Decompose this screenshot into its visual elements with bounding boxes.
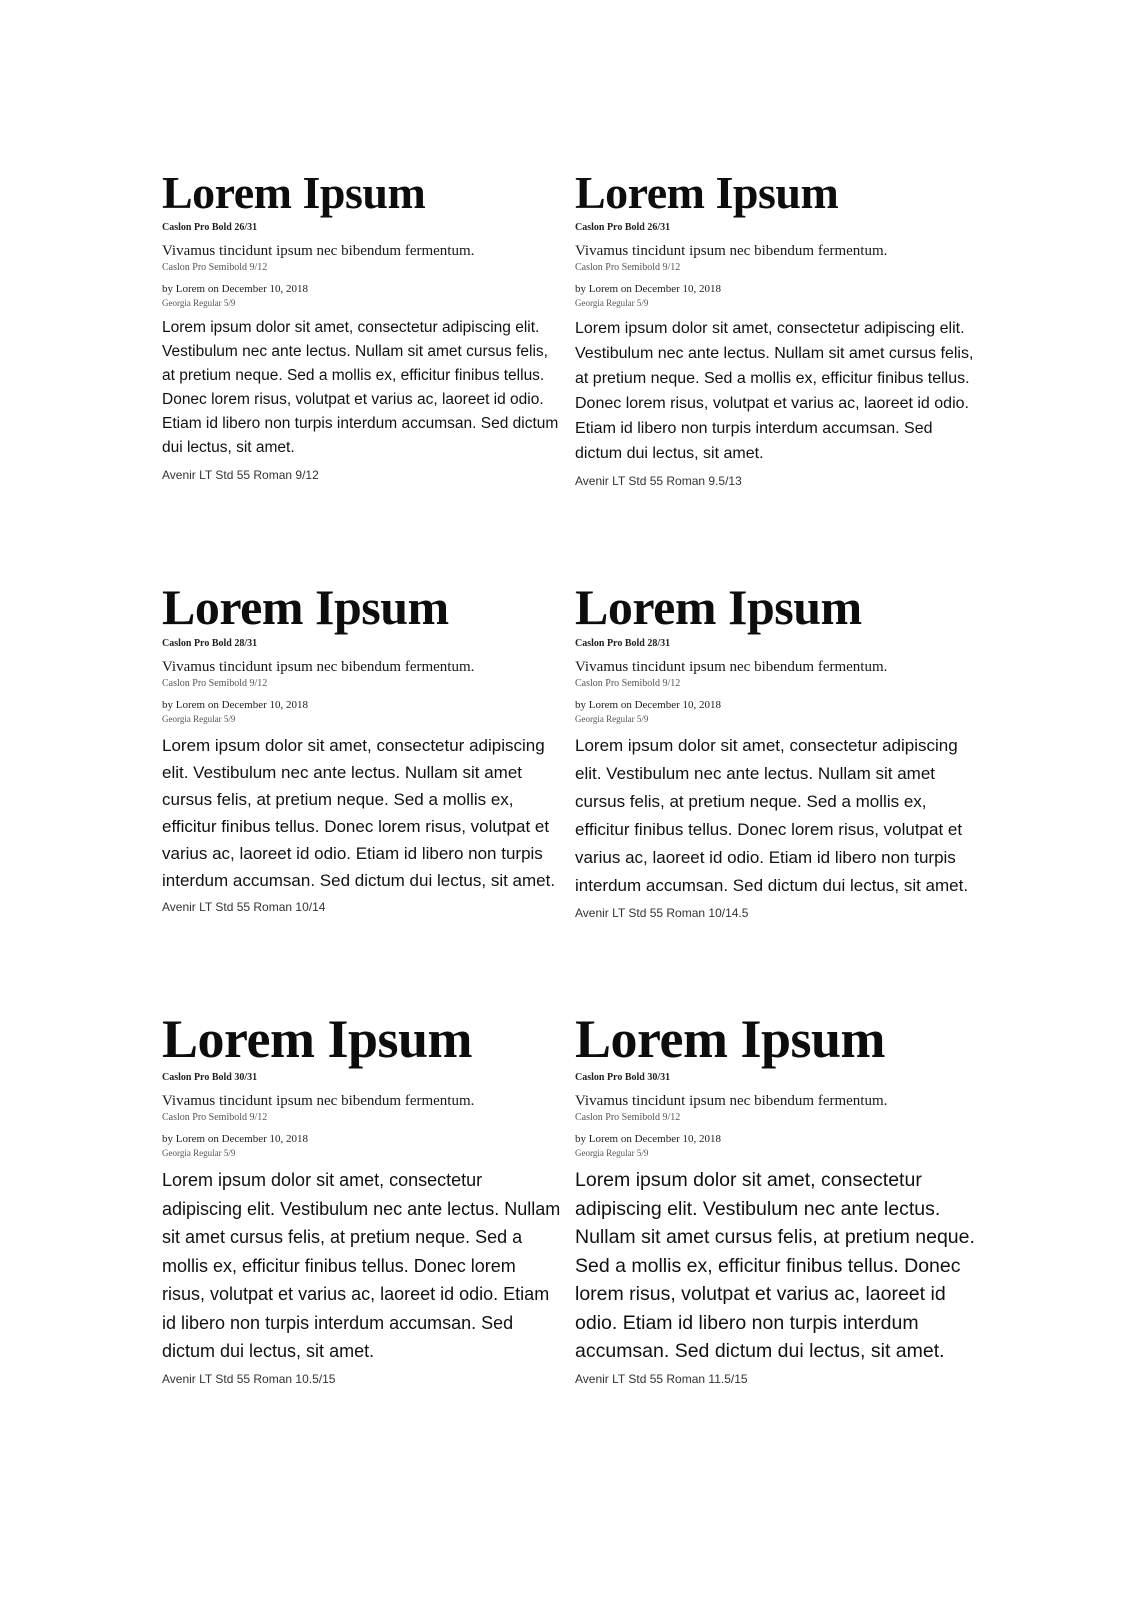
byline-font-spec: Georgia Regular 5/9 xyxy=(162,1148,236,1158)
subtitle-font-spec: Caslon Pro Semibold 9/12 xyxy=(575,262,681,273)
byline-font-spec: Georgia Regular 5/9 xyxy=(575,298,649,308)
byline: by Lorem on December 10, 2018 xyxy=(575,283,722,295)
specimen-subtitle: Vivamus tincidunt ipsum nec bibendum fermentum. xyxy=(575,659,888,675)
subtitle-font-spec: Caslon Pro Semibold 9/12 xyxy=(162,1112,268,1123)
body-text: Lorem ipsum dolor sit amet, consectetur adipiscing elit. Vestibulum nec ante lectus. Nullam sit amet cursus felis, at pretium neque. Sed a mollis ex, efficitur finibus tellus. Donec lorem risus, volutpat et varius ac, laoreet id odio. Etiam id libero non turpis interdum accumsan. Sed dictum dui lectus, sit amet. xyxy=(162,319,559,456)
body-text: Lorem ipsum dolor sit amet, consectetur adipiscing elit. Vestibulum nec ante lectus. Nullam sit amet cursus felis, at pretium neque. Sed a mollis ex, efficitur finibus tellus. Donec lorem risus, volutpat et varius ac, laoreet id odio. Etiam id libero non turpis interdum accumsan. Sed dictum dui lectus, sit amet. xyxy=(575,320,974,462)
specimen-subtitle: Vivamus tincidunt ipsum nec bibendum fermentum. xyxy=(575,243,888,259)
subtitle-font-spec: Caslon Pro Semibold 9/12 xyxy=(162,678,268,689)
specimen-2 xyxy=(575,167,975,488)
title-font-spec: Caslon Pro Bold 30/31 xyxy=(575,1072,671,1083)
specimen-3 xyxy=(162,579,562,914)
byline-font-spec: Georgia Regular 5/9 xyxy=(162,298,236,308)
byline: by Lorem on December 10, 2018 xyxy=(162,1133,309,1145)
body-text: Lorem ipsum dolor sit amet, consectetur adipiscing elit. Vestibulum nec ante lectus. Nullam sit amet cursus felis, at pretium neque. Sed a mollis ex, efficitur finibus tellus. Donec lorem risus, volutpat et varius ac, laoreet id odio. Etiam id libero non turpis interdum accumsan. Sed dictum dui lectus, sit amet. xyxy=(575,736,969,895)
specimen-6 xyxy=(575,1009,975,1386)
specimen-title: Lorem Ipsum xyxy=(575,1009,886,1069)
body-font-spec: Avenir LT Std 55 Roman 11.5/15 xyxy=(575,1371,748,1386)
body-font-spec: Avenir LT Std 55 Roman 10/14.5 xyxy=(575,906,749,920)
specimen-subtitle: Vivamus tincidunt ipsum nec bibendum fermentum. xyxy=(162,1093,475,1109)
body-text: Lorem ipsum dolor sit amet, consectetur adipiscing elit. Vestibulum nec ante lectus. Nullam sit amet cursus felis, at pretium neque. Sed a mollis ex, efficitur finibus tellus. Donec lorem risus, volutpat et varius ac, laoreet id odio. Etiam id libero non turpis interdum accumsan. Sed dictum dui lectus, sit amet. xyxy=(162,1170,561,1361)
body-font-spec: Avenir LT Std 55 Roman 10/14 xyxy=(162,900,326,914)
title-font-spec: Caslon Pro Bold 28/31 xyxy=(575,638,671,649)
byline-font-spec: Georgia Regular 5/9 xyxy=(575,1148,649,1158)
body-text: Lorem ipsum dolor sit amet, consectetur adipiscing elit. Vestibulum nec ante lectus. Nullam sit amet cursus felis, at pretium neque. Sed a mollis ex, efficitur finibus tellus. Donec lorem risus, volutpat et varius ac, laoreet id odio. Etiam id libero non turpis interdum accumsan. Sed dictum dui lectus, sit amet. xyxy=(575,1169,975,1362)
specimen-title: Lorem Ipsum xyxy=(162,579,449,635)
body-font-spec: Avenir LT Std 55 Roman 10.5/15 xyxy=(162,1371,336,1386)
specimen-5 xyxy=(162,1009,562,1386)
title-font-spec: Caslon Pro Bold 30/31 xyxy=(162,1072,258,1083)
specimen-subtitle: Vivamus tincidunt ipsum nec bibendum fermentum. xyxy=(162,243,475,259)
byline: by Lorem on December 10, 2018 xyxy=(162,283,309,295)
body-font-spec: Avenir LT Std 55 Roman 9/12 xyxy=(162,468,319,482)
byline: by Lorem on December 10, 2018 xyxy=(575,1133,722,1145)
body-font-spec: Avenir LT Std 55 Roman 9.5/13 xyxy=(575,474,742,488)
byline-font-spec: Georgia Regular 5/9 xyxy=(162,714,236,724)
subtitle-font-spec: Caslon Pro Semibold 9/12 xyxy=(162,262,268,273)
specimen-1 xyxy=(162,167,562,482)
specimen-title: Lorem Ipsum xyxy=(162,167,426,218)
specimen-subtitle: Vivamus tincidunt ipsum nec bibendum fermentum. xyxy=(162,659,475,675)
specimen-subtitle: Vivamus tincidunt ipsum nec bibendum fermentum. xyxy=(575,1093,888,1109)
body-text: Lorem ipsum dolor sit amet, consectetur adipiscing elit. Vestibulum nec ante lectus. Nullam sit amet cursus felis, at pretium neque. Sed a mollis ex, efficitur finibus tellus. Donec lorem risus, volutpat et varius ac, laoreet id odio. Etiam id libero non turpis interdum accumsan. Sed dictum dui lectus, sit amet. xyxy=(162,736,556,890)
byline: by Lorem on December 10, 2018 xyxy=(162,699,309,711)
byline: by Lorem on December 10, 2018 xyxy=(575,699,722,711)
title-font-spec: Caslon Pro Bold 26/31 xyxy=(575,222,671,233)
subtitle-font-spec: Caslon Pro Semibold 9/12 xyxy=(575,678,681,689)
specimen-title: Lorem Ipsum xyxy=(575,167,839,218)
byline-font-spec: Georgia Regular 5/9 xyxy=(575,714,649,724)
subtitle-font-spec: Caslon Pro Semibold 9/12 xyxy=(575,1112,681,1123)
specimen-title: Lorem Ipsum xyxy=(162,1009,473,1069)
specimen-4 xyxy=(575,579,975,920)
title-font-spec: Caslon Pro Bold 26/31 xyxy=(162,222,258,233)
title-font-spec: Caslon Pro Bold 28/31 xyxy=(162,638,258,649)
specimen-title: Lorem Ipsum xyxy=(575,579,862,635)
